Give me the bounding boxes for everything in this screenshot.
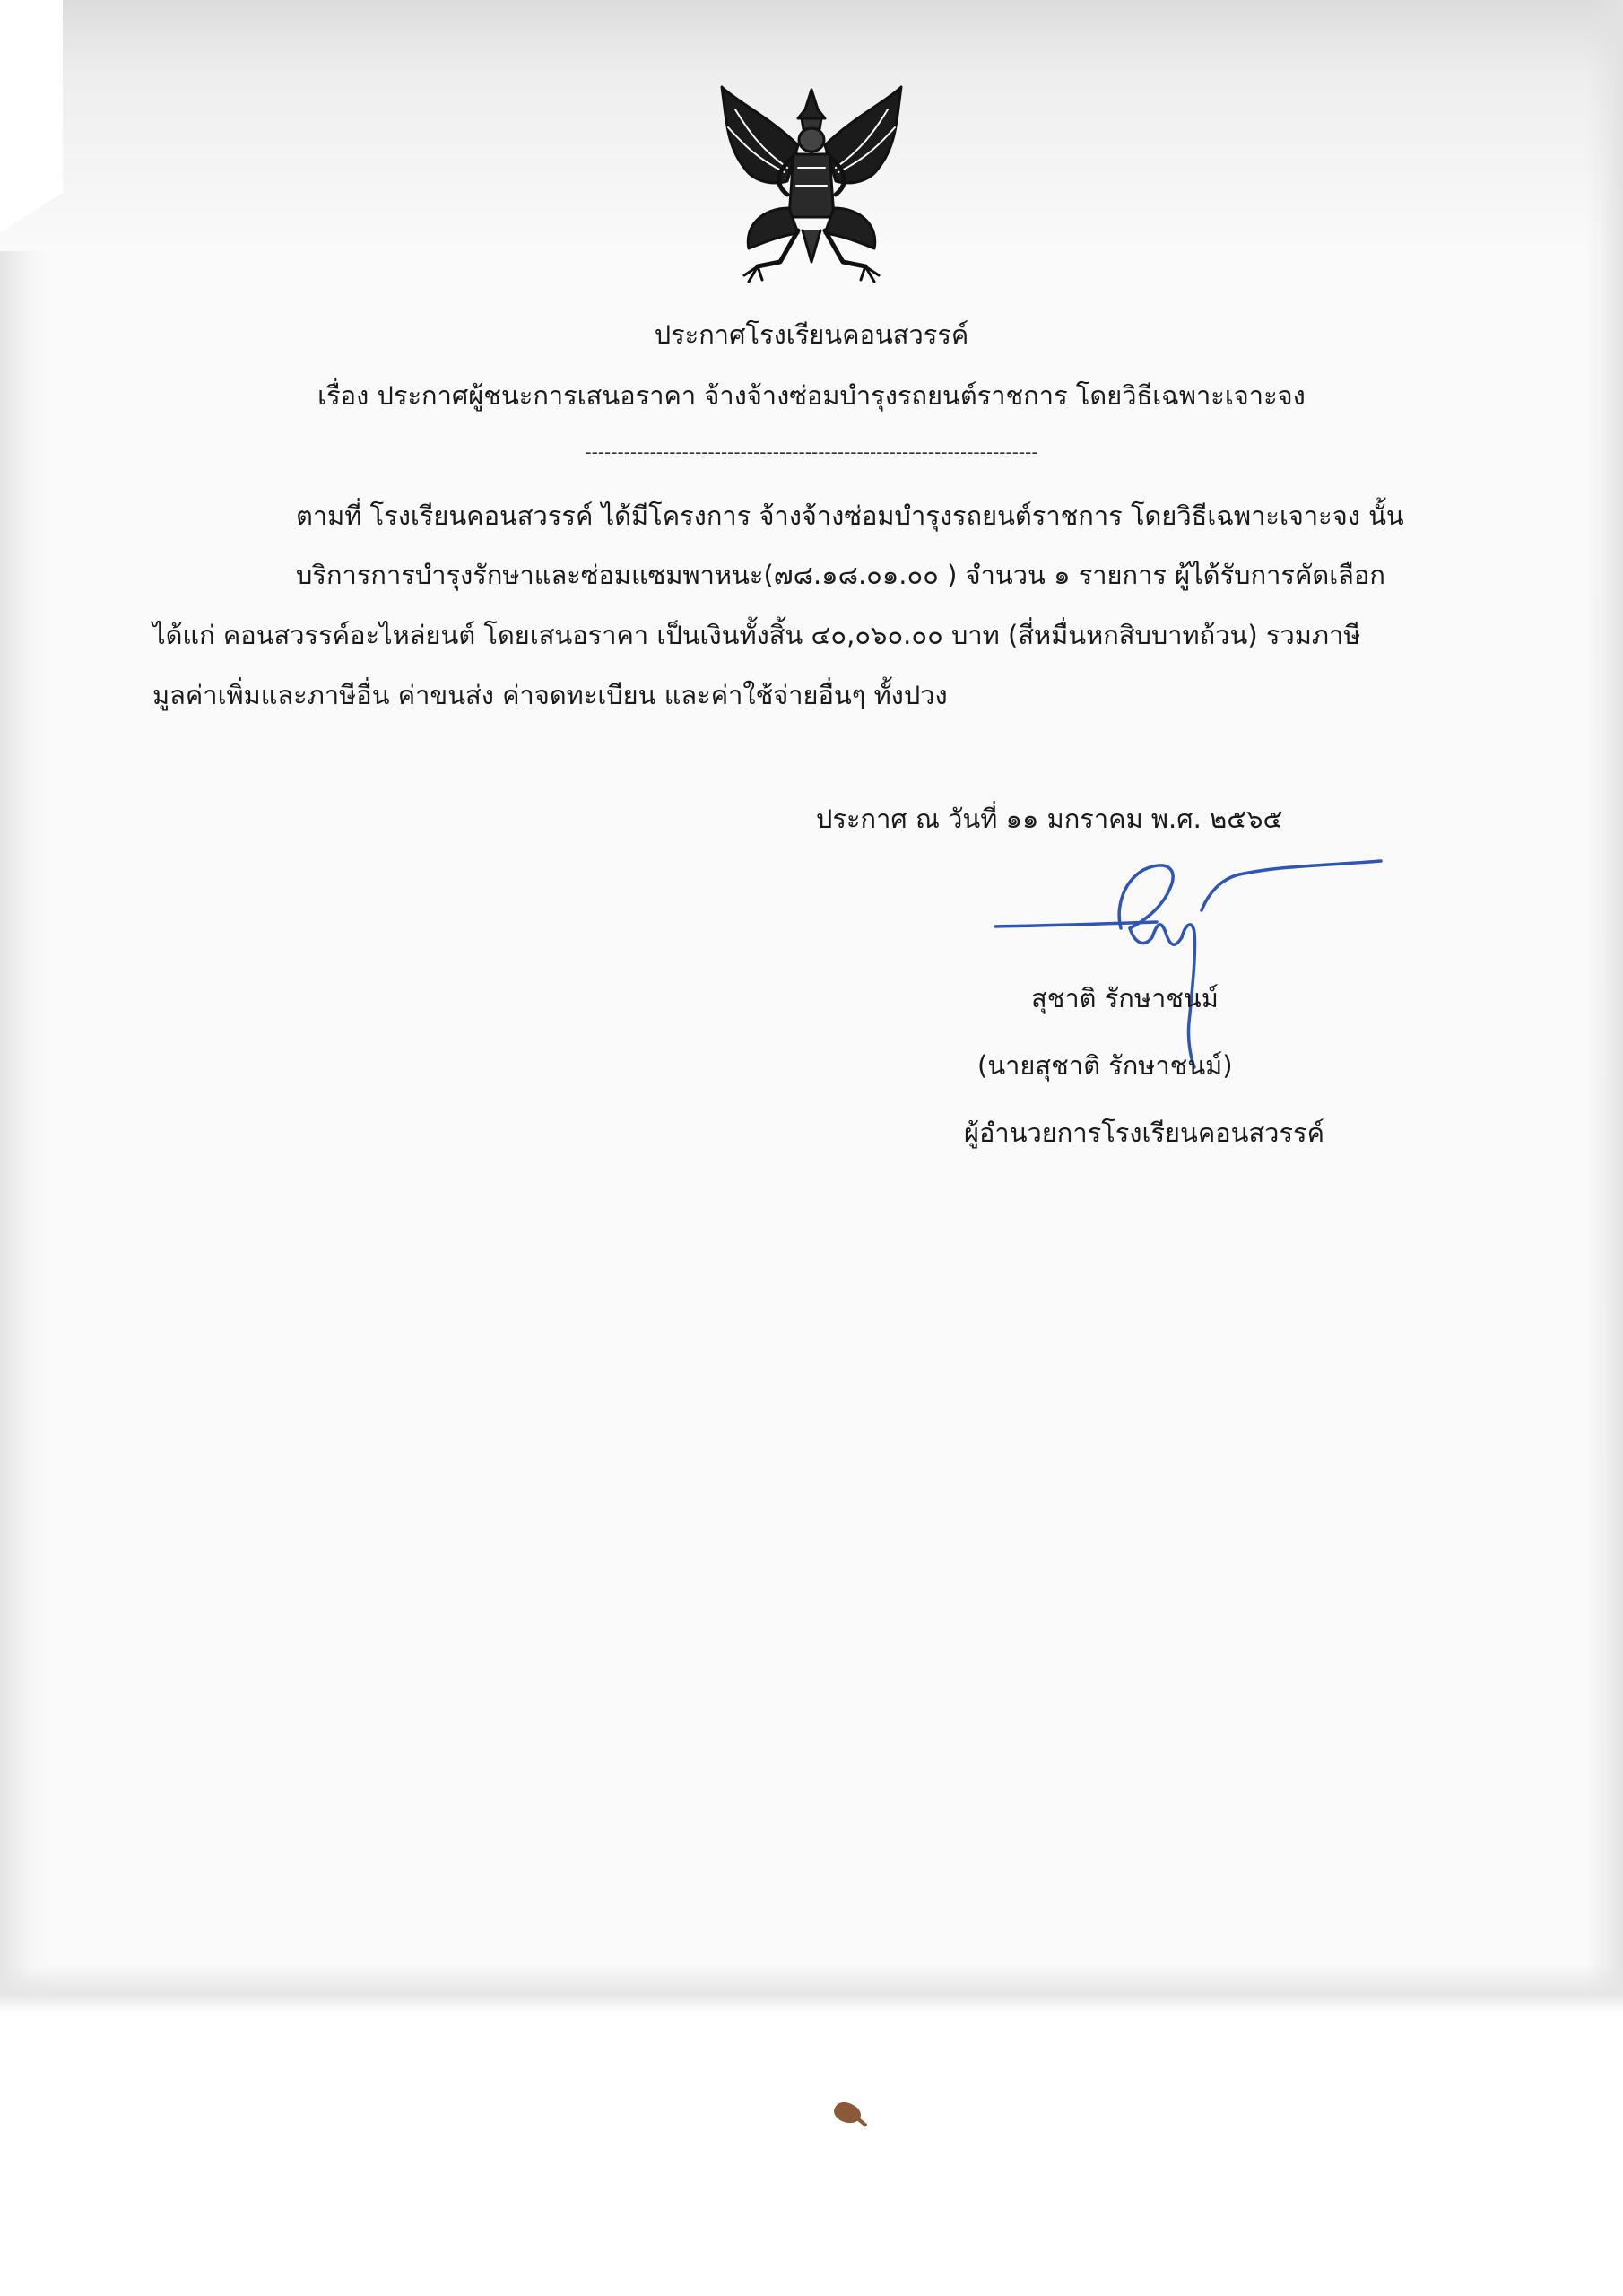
body-line-3: ได้แก่ คอนสวรรค์อะไหล่ยนต์ โดยเสนอราคา เป็นเงินทั้งสิ้น ๔๐,๐๖๐.๐๐ บาท (สี่หมื่นหกสิบบาทถ้วน) รวมภาษี	[152, 620, 1361, 650]
handwritten-signature	[986, 843, 1390, 1076]
dirt-speck-tail	[855, 2117, 867, 2127]
announcement-date: ประกาศ ณ วันที่ ๑๑ มกราคม พ.ศ. ๒๕๖๕	[816, 804, 1283, 834]
body-line-4: มูลค่าเพิ่มและภาษีอื่น ค่าขนส่ง ค่าจดทะเบียน และค่าใช้จ่ายอื่นๆ ทั้งปวง	[152, 680, 948, 710]
signer-name: สุชาติ รักษาชนม์	[1031, 983, 1219, 1013]
announcement-title: ประกาศโรงเรียนคอนสวรรค์	[654, 319, 969, 350]
divider-line: ----------------------------------------------------------------------	[585, 441, 1038, 463]
signer-position: ผู้อำนวยการโรงเรียนคอนสวรรค์	[964, 1118, 1325, 1148]
garuda-emblem-icon	[708, 83, 915, 293]
body-line-2: บริการการบำรุงรักษาและซ่อมแซมพาหนะ(๗๘.๑๘.๐๑.๐๐ ) จำนวน ๑ รายการ ผู้ได้รับการคัดเลือก	[296, 560, 1385, 590]
scan-edge-right	[1587, 0, 1623, 2009]
announcement-subject: เรื่อง ประกาศผู้ชนะการเสนอราคา จ้างจ้างซ่อมบำรุงรถยนต์ราชการ โดยวิธีเฉพาะเจาะจง	[317, 380, 1306, 411]
dirt-speck	[831, 2098, 864, 2128]
scan-edge-left	[0, 251, 49, 2009]
body-line-1: ตามที่ โรงเรียนคอนสวรรค์ ได้มีโครงการ จ้างจ้างซ่อมบำรุงรถยนต์ราชการ โดยวิธีเฉพาะเจาะจง นั้น	[296, 500, 1404, 531]
signer-full-name: (นายสุชาติ รักษาชนม์)	[977, 1050, 1233, 1081]
scan-edge-bottom	[0, 1964, 1623, 2013]
